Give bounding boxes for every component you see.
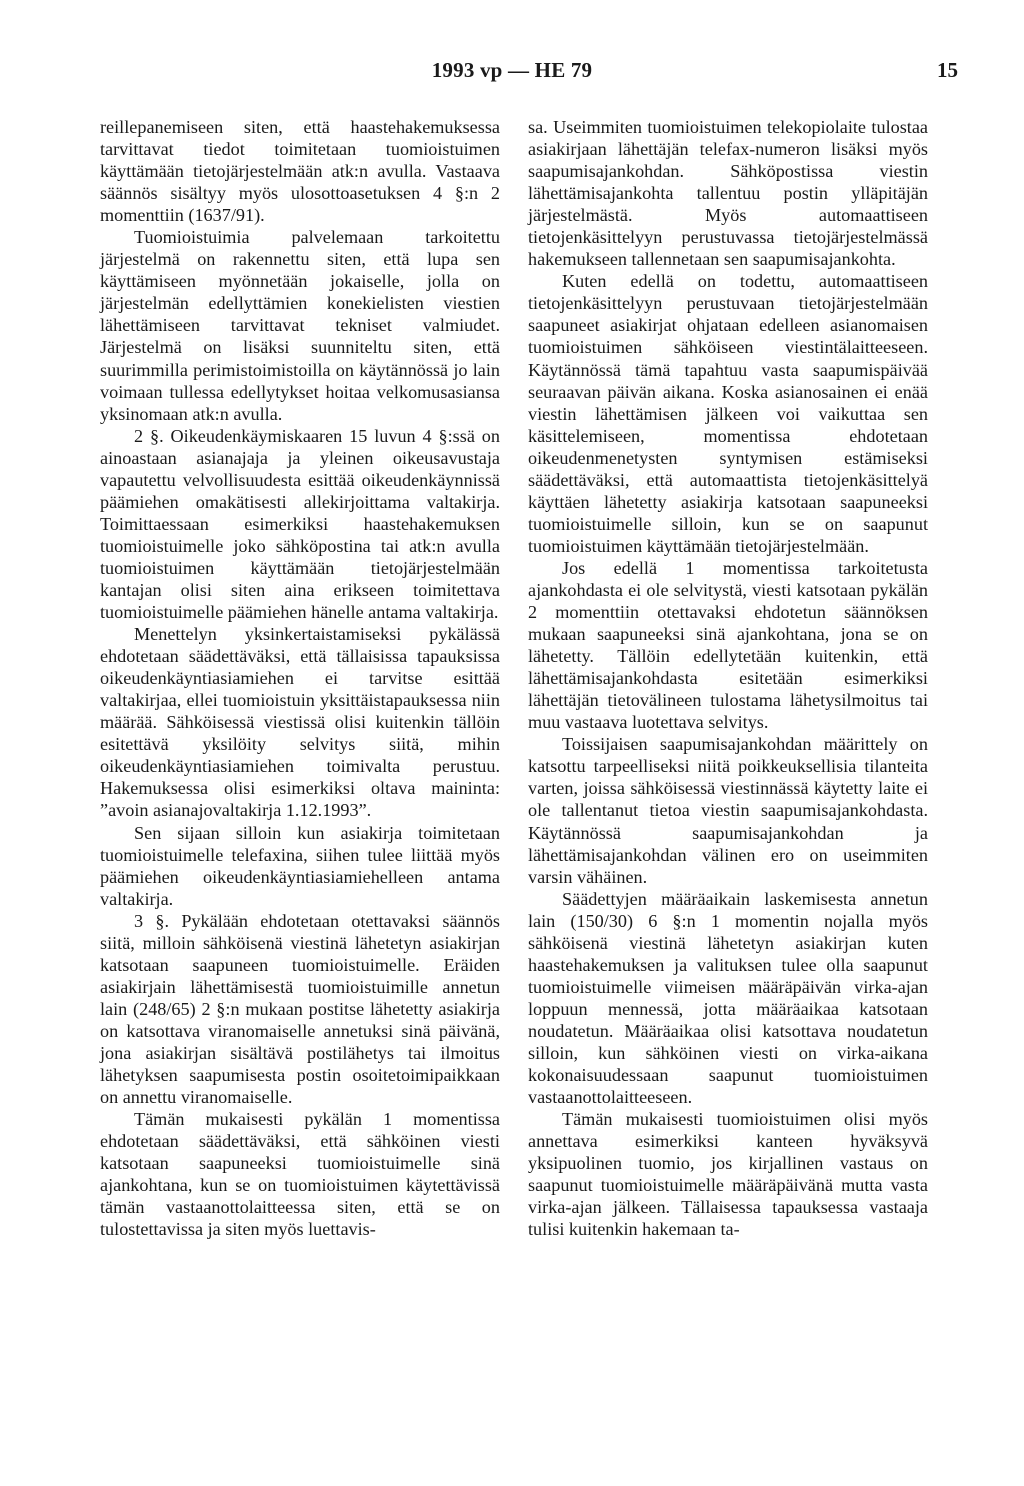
paragraph: reillepanemiseen siten, että haastehakemuksessa tarvittavat tiedot toimitetaan tuomioistuimen käyttämään tietojärjestelmään atk:n avulla. Vastaava säännös sisältyy myös ulosottoasetuksen 4 §:n 2 momenttiin (1637/91). [100, 117, 500, 226]
paragraph: Tämän mukaisesti pykälän 1 momentissa ehdotetaan säädettäväksi, että sähköinen viesti katsotaan saapuneeksi tuomioistuimelle sinä ajankohtana, kun se on tuomioistuimen käytettävissä tämän vastaanottolaitteessa siten, että se on tulostettavissa ja siten myös luettavis- [100, 1109, 500, 1240]
running-head: 1993 vp — HE 79 [431, 58, 593, 82]
paragraph: Tuomioistuimia palvelemaan tarkoitettu järjestelmä on rakennettu siten, että lupa sen käyttämiseen myönnetään jokaiselle, jolla on järjestelmän edellyttämien konekielisten viestien lähettämiseen tarvittavat tekniset valmiudet. Järjestelmä on lisäksi suunniteltu siten, että suurimmilla perimistoimistoilla on käytännössä jo lain voimaan tullessa edellytykset hoitaa velkomusasiansa yksinomaan atk:n avulla. [100, 227, 500, 424]
paragraph: Jos edellä 1 momentissa tarkoitetusta ajankohdasta ei ole selvitystä, viesti katsotaan pykälän 2 momenttiin otettavaksi ehdotetun säännöksen mukaan saapuneeksi sinä ajankohtana, jona se on lähetetty. Tällöin edellytetään kuitenkin, että lähettämisajankohdasta esitetään esimerkiksi lähettäjän tietovälineen tulostama lähetysilmoitus tai muu vastaava luotettava selvitys. [528, 557, 928, 733]
paragraph: Sen sijaan silloin kun asiakirja toimitetaan tuomioistuimelle telefaxina, siihen tulee liittää myös päämiehen oikeudenkäyntiasiamiehelleen antama valtakirja. [100, 822, 500, 909]
paragraph: Toissijaisen saapumisajankohdan määrittely on katsottu tarpeelliseksi niitä poikkeuksellisia tilanteita varten, joissa sähköisessä viestinnässä käytetty laite ei ole tallentanut tietoa viestin saapumisajankohdasta. Käytännössä saapumisajankohdan ja lähettämisajankohdan välinen ero on useimmiten varsin vähäinen. [528, 734, 928, 887]
page-header [0, 58, 1024, 92]
paragraph: Säädettyjen määräaikain laskemisesta annetun lain (150/30) 6 §:n 1 momentin nojalla myös sähköisenä viestinä lähetetyn asiakirjan kuten haastehakemuksen ja valituksen tulee olla saapunut tuomioistuimelle viimeisen määräpäivän virka-ajan loppuun mennessä, jotta määräaikaa katsotaan noudatetun. Määräaikaa olisi katsottava noudatetun silloin, kun sähköinen viesti on virka-aikana kokonaisuudessaan saapunut tuomioistuimen vastaanottolaitteeseen. [528, 888, 928, 1108]
paragraph: 3 §. Pykälään ehdotetaan otettavaksi säännös siitä, milloin sähköisenä viestinä lähetetyn asiakirjan katsotaan saapuneen tuomioistuimelle. Eräiden asiakirjain lähettämisestä tuomioistuimille annetun lain (248/65) 2 §:n mukaan postitse lähetetty asiakirja on katsottava viranomaiselle annetuksi sinä päivänä, jona asiakirjan sisältävä postilähetys tai ilmoitus lähetyksen saapumisesta postin osoitetoimipaikkaan on annettu viranomaiselle. [100, 910, 500, 1108]
paragraph: Kuten edellä on todettu, automaattiseen tietojenkäsittelyyn perustuvaan tietojärjestelmään saapuneet asiakirjat ohjataan edelleen asianomaisen tuomioistuimen sähköiseen viestintälaitteeseen. Käytännössä tämä tapahtuu vasta saapumispäivää seuraavan päivän aikana. Koska asianosainen ei enää viestin lähettämisen jälkeen voi vaikuttaa sen käsittelemiseen, momentissa ehdotetaan oikeudenmenetysten syntymisen estämiseksi säädettäväksi, että automaattista tietojenkäsittelyä käyttäen lähetetty asiakirja katsotaan saapuneeksi tuomioistuimelle silloin, kun se on saapunut tuomioistuimen käyttämään tietojärjestelmään. [528, 271, 928, 556]
paragraph: Menettelyn yksinkertaistamiseksi pykälässä ehdotetaan säädettäväksi, että tällaisissa tapauksissa oikeudenkäyntiasiamiehen ei tarvitse esittää valtakirjaa, ellei tuomioistuin yksittäistapauksessa niin määrää. Sähköisessä viestissä olisi kuitenkin tällöin esitettävä yksilöity selvitys siitä, mihin oikeudenkäyntiasiamiehen toimivalta perustuu. Hakemuksessa olisi esimerkiksi oltava maininta: ”avoin asianajovaltakirja 1.12.1993”. [100, 624, 500, 821]
paragraph: sa. Useimmiten tuomioistuimen telekopiolaite tulostaa asiakirjaan lähettäjän telefax-numeron lisäksi myös saapumisajankohdan. Sähköpostissa viestin lähettämisajankohta tallentuu postin ylläpitäjän järjestelmästä. Myös automaattiseen tietojenkäsittelyyn perustuvassa tietojärjestelmässä hakemukseen tallennetaan sen saapumisajankohta. [528, 117, 928, 270]
page-number: 15 [937, 58, 958, 82]
paragraph: 2 §. Oikeudenkäymiskaaren 15 luvun 4 §:ssä on ainoastaan asianajaja ja yleinen oikeusavustaja vapautettu velvollisuudesta esittää oikeudenkäynnissä päämiehen omakätisesti allekirjoittama valtakirja. Toimittaessaan esimerkiksi haastehakemuksen tuomioistuimelle joko sähköpostina tai atk:n avulla tuomioistuimen käyttämään tietojärjestelmään kantajan olisi siten aina erikseen toimitettava tuomioistuimelle päämiehen hänelle antama valtakirja. [100, 425, 500, 623]
right-column [528, 116, 928, 1240]
left-column [100, 116, 500, 1240]
paragraph: Tämän mukaisesti tuomioistuimen olisi myös annettava esimerkiksi kanteen hyväksyvä yksipuolinen tuomio, jos kirjallinen vastaus on saapunut tuomioistuimelle määräpäivänä mutta vasta virka-ajan jälkeen. Tällaisessa tapauksessa vastaaja tulisi kuitenkin hakemaan ta- [528, 1109, 928, 1240]
